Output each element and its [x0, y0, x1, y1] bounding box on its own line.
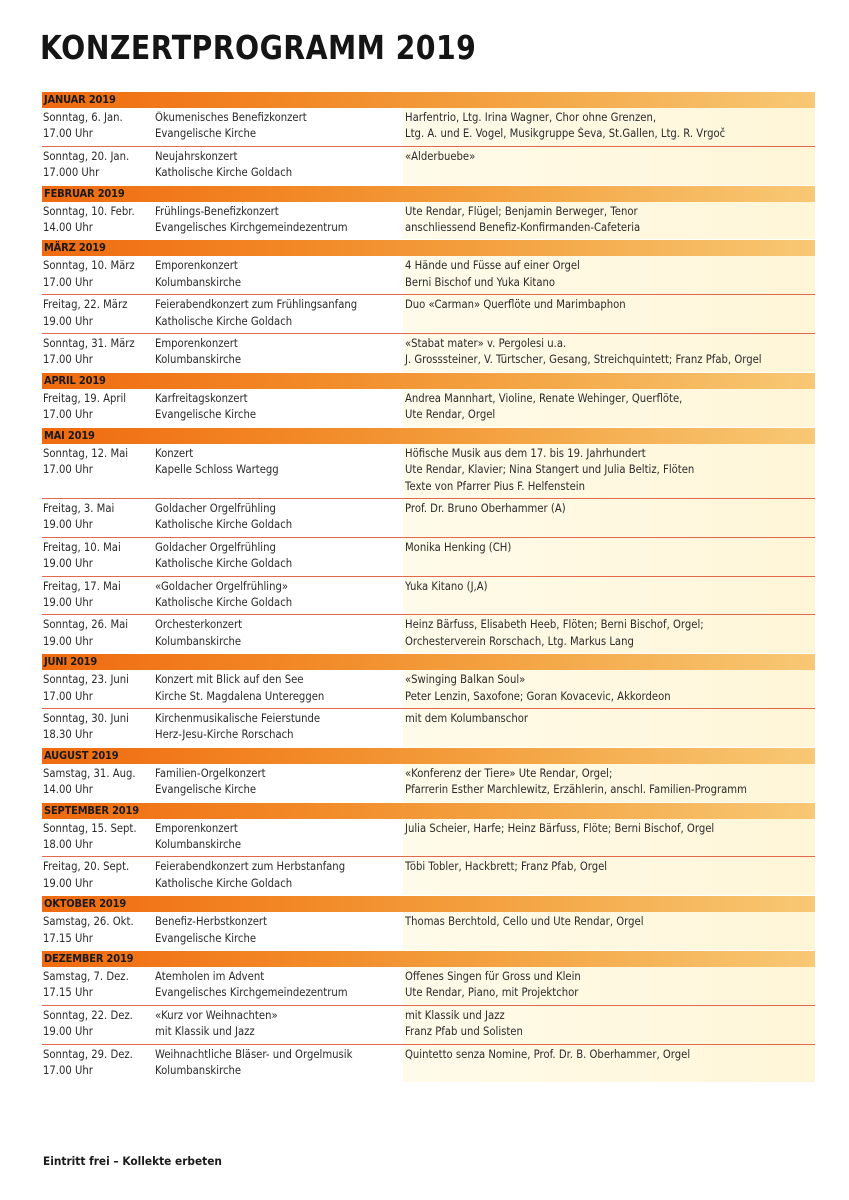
event-row — [42, 764, 815, 802]
month-header — [42, 748, 815, 764]
event-description — [403, 857, 815, 895]
event-datetime — [42, 336, 155, 369]
event-datetime — [42, 446, 155, 495]
event-row — [42, 256, 815, 295]
event-desc-line: Orchesterverein Rorschach, Ltg. Markus Lang — [405, 634, 634, 648]
event-description — [403, 670, 815, 708]
event-venue: Evangelische Kirche — [155, 127, 257, 141]
event-time: 17.00 Uhr — [43, 127, 93, 141]
month-header — [42, 186, 815, 202]
event-description — [403, 389, 815, 427]
event-datetime — [42, 540, 155, 573]
event-description — [403, 334, 815, 372]
event-desc-line: Prof. Dr. Bruno Oberhammer (A) — [405, 501, 566, 515]
event-date: Samstag, 26. Okt. — [43, 915, 134, 929]
event-desc-line: mit Klassik und Jazz — [405, 1008, 505, 1022]
event-desc-line: «Alderbuebe» — [405, 149, 476, 163]
event-title: Konzert mit Blick auf den See — [155, 673, 304, 687]
event-venue: Katholische Kirche Goldach — [155, 595, 293, 609]
month-header — [42, 373, 815, 389]
event-venue: Katholische Kirche Goldach — [155, 314, 293, 328]
event-datetime — [42, 204, 155, 237]
event-desc-line: «Konferenz der Tiere» Ute Rendar, Orgel; — [405, 766, 613, 780]
event-desc-line: Peter Lenzin, Saxofone; Goran Kovacevic, Akkordeon — [405, 689, 671, 703]
event-date: Sonntag, 6. Jan. — [43, 111, 123, 124]
event-title: Karfreitagskonzert — [155, 391, 248, 405]
month-name: JANUAR 2019 — [44, 93, 116, 106]
event-row — [42, 1045, 815, 1083]
event-description — [403, 764, 815, 802]
event-venue: Evangelische Kirche — [155, 408, 257, 422]
event-row — [42, 709, 815, 747]
event-date: Freitag, 17. Mai — [43, 579, 121, 593]
event-description — [403, 444, 815, 498]
event-venue: Kolumbanskirche — [155, 634, 242, 648]
event-description — [403, 108, 815, 146]
event-datetime — [42, 711, 155, 744]
event-description — [403, 967, 815, 1005]
event-row — [42, 295, 815, 334]
month-name: SEPTEMBER 2019 — [44, 803, 139, 817]
month-header — [42, 803, 815, 819]
event-info — [155, 1047, 403, 1080]
event-datetime — [42, 969, 155, 1002]
month-name: AUGUST 2019 — [44, 748, 119, 762]
event-desc-line: 4 Hände und Füsse auf einer Orgel — [405, 259, 580, 273]
event-description — [403, 256, 815, 294]
event-time: 17.00 Uhr — [43, 353, 93, 367]
event-time: 18.00 Uhr — [43, 838, 93, 851]
event-time: 14.00 Uhr — [43, 221, 93, 235]
event-desc-line: Yuka Kitano (J,A) — [405, 579, 488, 593]
event-description — [403, 202, 815, 240]
event-info — [155, 149, 403, 182]
event-description — [403, 295, 815, 333]
event-row — [42, 202, 815, 240]
event-title: Familien-Orgelkonzert — [155, 766, 266, 780]
event-title: Feierabendkonzert zum Frühlingsanfang — [155, 298, 358, 312]
month-section — [42, 92, 815, 185]
event-row — [42, 577, 815, 616]
month-header — [42, 654, 815, 670]
month-header — [42, 951, 815, 967]
event-venue: Herz-Jesu-Kirche Rorschach — [155, 728, 294, 742]
event-desc-line: Andrea Mannhart, Violine, Renate Wehinger, Querflöte, — [405, 391, 683, 405]
event-date: Sonntag, 31. März — [43, 337, 135, 351]
event-desc-line: Berni Bischof und Yuka Kitano — [405, 275, 556, 289]
event-title: Konzert — [155, 446, 194, 460]
event-desc-line: Ute Rendar, Flügel; Benjamin Berweger, Tenor — [405, 204, 638, 218]
event-time: 17.00 Uhr — [43, 1064, 93, 1078]
event-title: Emporenkonzert — [155, 259, 238, 273]
event-datetime — [42, 766, 155, 799]
event-time: 19.00 Uhr — [43, 518, 93, 532]
event-row — [42, 499, 815, 538]
month-header — [42, 896, 815, 912]
event-venue: Kolumbanskirche — [155, 353, 242, 367]
event-time: 17.00 Uhr — [43, 689, 93, 703]
event-datetime — [42, 859, 155, 892]
event-desc-line: Texte von Pfarrer Pius F. Helfenstein — [405, 479, 585, 493]
event-title: Benefiz-Herbstkonzert — [155, 915, 268, 929]
event-description — [403, 577, 815, 615]
event-time: 19.00 Uhr — [43, 876, 93, 890]
event-desc-line: Ute Rendar, Orgel — [405, 408, 496, 422]
event-title: Ökumenisches Benefizkonzert — [155, 111, 307, 124]
event-date: Sonntag, 22. Dez. — [43, 1008, 133, 1022]
event-row — [42, 615, 815, 653]
event-info — [155, 766, 403, 799]
month-header — [42, 428, 815, 444]
event-venue: Katholische Kirche Goldach — [155, 876, 293, 890]
event-venue: Kapelle Schloss Wartegg — [155, 463, 279, 477]
event-date: Samstag, 31. Aug. — [43, 766, 136, 780]
event-row — [42, 147, 815, 185]
event-desc-line: Töbi Tobler, Hackbrett; Franz Pfab, Orgel — [405, 860, 608, 874]
event-row — [42, 389, 815, 427]
event-row — [42, 108, 815, 147]
event-datetime — [42, 914, 155, 947]
event-title: Frühlings-Benefizkonzert — [155, 204, 279, 218]
event-desc-line: mit dem Kolumbanschor — [405, 711, 529, 725]
event-venue: Kirche St. Magdalena Untereggen — [155, 689, 325, 703]
event-venue: Evangelisches Kirchgemeindezentrum — [155, 221, 348, 235]
event-row — [42, 670, 815, 709]
event-info — [155, 110, 403, 143]
event-desc-line: Julia Scheier, Harfe; Heinz Bärfuss, Flöte; Berni Bischof, Orgel — [405, 821, 715, 835]
event-info — [155, 859, 403, 892]
event-info — [155, 579, 403, 612]
page-title: KONZERTPROGRAMM 2019 — [40, 28, 477, 67]
event-description — [403, 499, 815, 537]
event-desc-line: anschliessend Benefiz-Konfirmanden-Cafeteria — [405, 221, 641, 235]
event-row — [42, 1006, 815, 1045]
event-info — [155, 617, 403, 650]
event-description — [403, 1045, 815, 1083]
event-datetime — [42, 1008, 155, 1041]
event-time: 19.00 Uhr — [43, 314, 93, 328]
event-datetime — [42, 258, 155, 291]
event-datetime — [42, 110, 155, 143]
event-date: Sonntag, 10. Febr. — [43, 204, 135, 218]
event-title: Kirchenmusikalische Feierstunde — [155, 711, 321, 725]
event-date: Sonntag, 10. März — [43, 259, 135, 273]
event-datetime — [42, 297, 155, 330]
event-date: Sonntag, 12. Mai — [43, 446, 129, 460]
event-venue: Katholische Kirche Goldach — [155, 518, 293, 532]
month-section — [42, 428, 815, 653]
event-time: 17.15 Uhr — [43, 986, 93, 1000]
event-date: Freitag, 10. Mai — [43, 540, 121, 554]
event-description — [403, 819, 815, 857]
event-desc-line: Quintetto senza Nomine, Prof. Dr. B. Oberhammer, Orgel — [405, 1047, 691, 1061]
month-name: JUNI 2019 — [44, 655, 98, 669]
event-desc-line: Monika Henking (CH) — [405, 540, 512, 554]
event-title: Atemholen im Advent — [155, 970, 265, 984]
event-desc-line: Heinz Bärfuss, Elisabeth Heeb, Flöten; Berni Bischof, Orgel; — [405, 618, 704, 632]
event-time: 19.00 Uhr — [43, 557, 93, 571]
event-time: 19.00 Uhr — [43, 595, 93, 609]
event-datetime — [42, 579, 155, 612]
month-section — [42, 186, 815, 240]
event-title: Neujahrskonzert — [155, 149, 238, 163]
event-info — [155, 1008, 403, 1041]
month-section — [42, 240, 815, 371]
month-section — [42, 373, 815, 427]
event-time: 17.00 Uhr — [43, 463, 93, 477]
event-date: Sonntag, 23. Juni — [43, 673, 129, 687]
event-info — [155, 297, 403, 330]
event-date: Sonntag, 30. Juni — [43, 711, 129, 725]
event-info — [155, 258, 403, 291]
event-row — [42, 444, 815, 499]
event-row — [42, 857, 815, 895]
event-row — [42, 334, 815, 372]
event-title: Goldacher Orgelfrühling — [155, 540, 276, 554]
event-info — [155, 969, 403, 1002]
month-name: APRIL 2019 — [44, 373, 106, 387]
event-desc-line: Thomas Berchtold, Cello und Ute Rendar, Orgel — [405, 915, 644, 929]
month-name: FEBRUAR 2019 — [44, 186, 125, 200]
event-venue: Evangelisches Kirchgemeindezentrum — [155, 986, 348, 1000]
event-desc-line: «Stabat mater» v. Pergolesi u.a. — [405, 337, 567, 351]
event-title: Orchesterkonzert — [155, 618, 243, 632]
event-time: 17.00 Uhr — [43, 408, 93, 422]
event-info — [155, 821, 403, 854]
event-datetime — [42, 501, 155, 534]
event-row — [42, 538, 815, 577]
event-time: 19.00 Uhr — [43, 1025, 93, 1039]
event-desc-line: Harfentrio, Ltg. Irina Wagner, Chor ohne Grenzen, — [405, 111, 657, 124]
month-section — [42, 748, 815, 802]
event-title: Emporenkonzert — [155, 821, 238, 835]
event-info — [155, 204, 403, 237]
event-date: Freitag, 3. Mai — [43, 501, 115, 515]
event-desc-line: Höfische Musik aus dem 17. bis 19. Jahrhundert — [405, 446, 646, 460]
event-description — [403, 1006, 815, 1044]
event-info — [155, 336, 403, 369]
event-title: «Kurz vor Weihnachten» — [155, 1008, 278, 1022]
event-title: Feierabendkonzert zum Herbstanfang — [155, 860, 346, 874]
event-date: Freitag, 20. Sept. — [43, 860, 130, 874]
event-date: Freitag, 19. April — [43, 391, 127, 405]
month-name: MAI 2019 — [44, 428, 95, 442]
event-desc-line: Ltg. A. und E. Vogel, Musikgruppe Ševa, St.Gallen, Ltg. R. Vrgoč — [405, 127, 726, 141]
event-row — [42, 912, 815, 950]
event-description — [403, 912, 815, 950]
event-desc-line: Duo «Carman» Querflöte und Marimbaphon — [405, 298, 626, 312]
event-title: Goldacher Orgelfrühling — [155, 501, 276, 515]
event-time: 17.000 Uhr — [43, 166, 100, 180]
event-date: Sonntag, 15. Sept. — [43, 821, 137, 835]
event-info — [155, 672, 403, 705]
event-date: Sonntag, 26. Mai — [43, 618, 129, 632]
event-title: Emporenkonzert — [155, 337, 238, 351]
event-desc-line: Offenes Singen für Gross und Klein — [405, 970, 581, 984]
event-venue: mit Klassik und Jazz — [155, 1025, 255, 1039]
footer-note: Eintritt frei – Kollekte erbeten — [43, 1154, 222, 1168]
event-date: Sonntag, 20. Jan. — [43, 149, 130, 163]
event-date: Samstag, 7. Dez. — [43, 970, 129, 984]
event-date: Freitag, 22. März — [43, 298, 128, 312]
event-desc-line: «Swinging Balkan Soul» — [405, 673, 526, 687]
month-section — [42, 654, 815, 747]
event-venue: Evangelische Kirche — [155, 931, 257, 945]
event-venue: Kolumbanskirche — [155, 1064, 242, 1078]
event-info — [155, 391, 403, 424]
event-venue: Kolumbanskirche — [155, 275, 242, 289]
event-description — [403, 538, 815, 576]
event-title: «Goldacher Orgelfrühling» — [155, 579, 289, 593]
event-info — [155, 446, 403, 495]
event-venue: Katholische Kirche Goldach — [155, 166, 293, 180]
month-name: MÄRZ 2019 — [44, 241, 106, 255]
event-description — [403, 709, 815, 747]
event-desc-line: J. Grosssteiner, V. Türtscher, Gesang, Streichquintett; Franz Pfab, Orgel — [405, 353, 762, 367]
event-time: 17.00 Uhr — [43, 275, 93, 289]
event-info — [155, 501, 403, 534]
event-datetime — [42, 1047, 155, 1080]
event-datetime — [42, 391, 155, 424]
event-desc-line: Pfarrerin Esther Marchlewitz, Erzählerin, anschl. Familien-Programm — [405, 783, 747, 797]
month-section — [42, 896, 815, 950]
event-desc-line: Ute Rendar, Klavier; Nina Stangert und Julia Beltiz, Flöten — [405, 463, 695, 477]
event-datetime — [42, 672, 155, 705]
event-description — [403, 615, 815, 653]
event-description — [403, 147, 815, 185]
event-row — [42, 967, 815, 1006]
event-desc-line: Franz Pfab und Solisten — [405, 1025, 523, 1039]
event-time: 17.15 Uhr — [43, 931, 93, 945]
event-datetime — [42, 821, 155, 854]
event-time: 14.00 Uhr — [43, 783, 93, 797]
event-time: 19.00 Uhr — [43, 634, 93, 648]
month-header — [42, 240, 815, 256]
event-desc-line: Ute Rendar, Piano, mit Projektchor — [405, 986, 579, 1000]
event-datetime — [42, 617, 155, 650]
month-section — [42, 951, 815, 1082]
event-info — [155, 914, 403, 947]
event-datetime — [42, 149, 155, 182]
month-name: OKTOBER 2019 — [44, 897, 127, 911]
event-time: 18.30 Uhr — [43, 728, 93, 742]
month-section — [42, 803, 815, 896]
event-row — [42, 819, 815, 858]
event-venue: Evangelische Kirche — [155, 783, 257, 797]
event-venue: Katholische Kirche Goldach — [155, 557, 293, 571]
month-name: DEZEMBER 2019 — [44, 952, 134, 966]
event-venue: Kolumbanskirche — [155, 838, 242, 851]
concert-program — [42, 92, 815, 1083]
event-info — [155, 711, 403, 744]
month-header — [42, 92, 815, 108]
event-info — [155, 540, 403, 573]
event-date: Sonntag, 29. Dez. — [43, 1047, 133, 1061]
event-title: Weihnachtliche Bläser- und Orgelmusik — [155, 1047, 353, 1061]
